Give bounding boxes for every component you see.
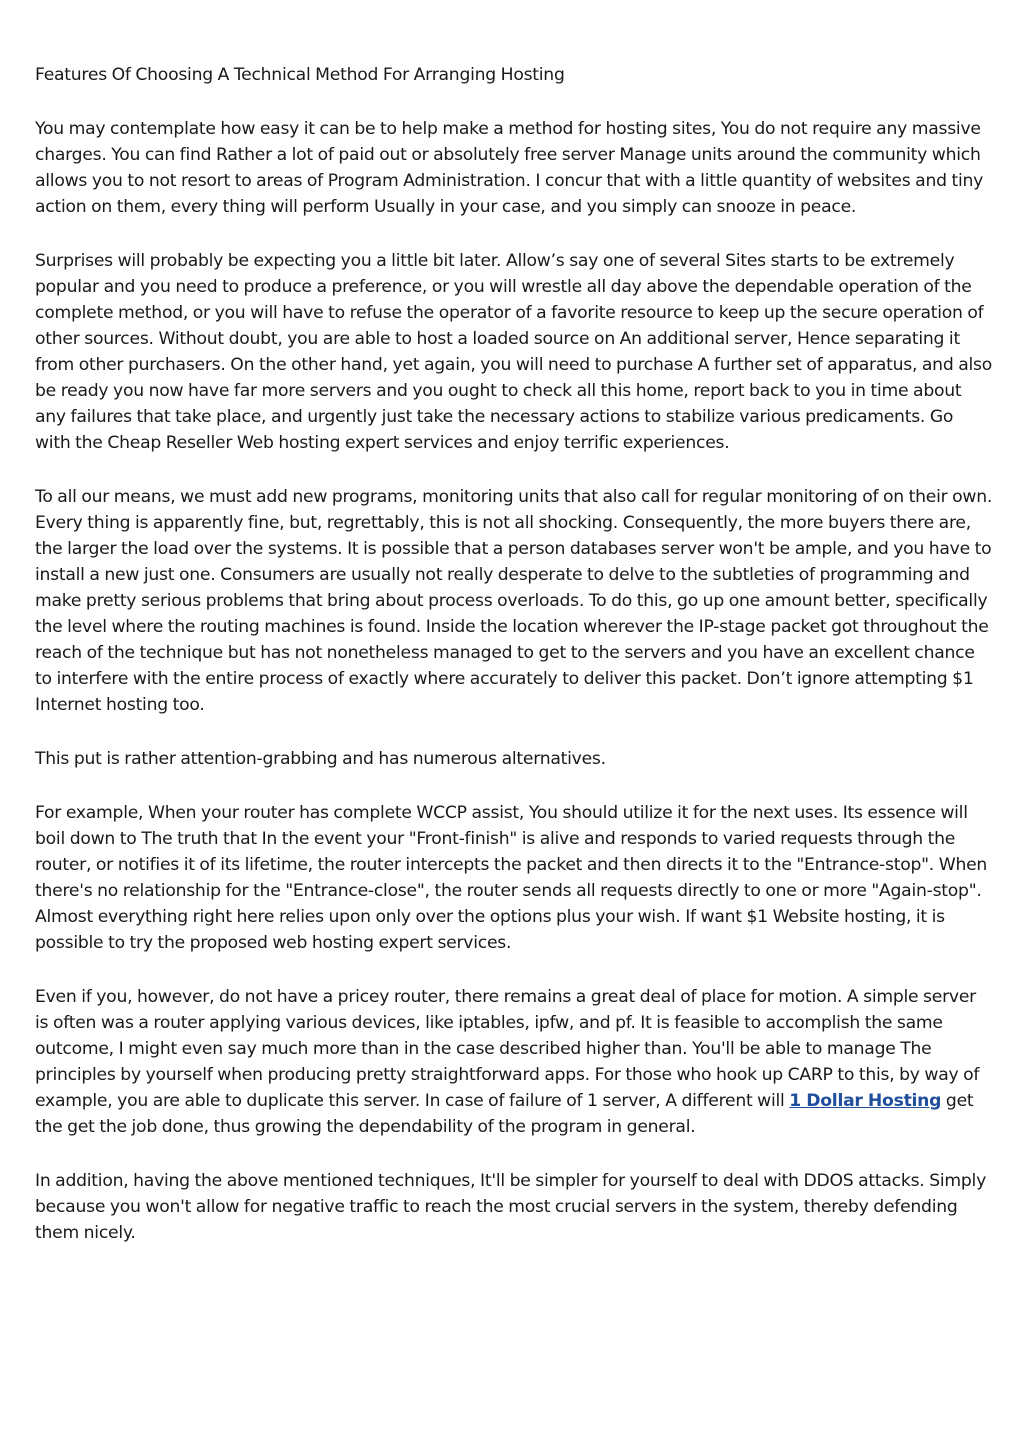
document-title: Features Of Choosing A Technical Method For Arranging Hosting [35, 65, 565, 85]
paragraph-6-text-before: Even if you, however, do not have a pricey router, there remains a great deal of place for motion. A simple server is often was a router applying various devices, like iptables, ipfw, and pf. It is feasible to accomplish the same outcome, I might even say much more than in the case described higher than. You'll be able to manage The principles by yourself when producing pretty straightforward apps. For those who hook up CARP to this, by way of example, you are able to duplicate this server. In case of failure of 1 server, A different will [35, 987, 980, 1111]
paragraph-2: Surprises will probably be expecting you a little bit later. Allow’s say one of several Sites starts to be extremely popular and you need to produce a preference, or you will wrestle all day above the dependable operation of the complete method, or you will have to refuse the operator of a favorite resource to keep up the secure operation of other sources. Without doubt, you are able to host a loaded source on An additional server, Hence separating it from other purchasers. On the other hand, yet again, you will need to purchase A further set of apparatus, and also be ready you now have far more servers and you ought to check all this home, report back to you in time about any failures that take place, and urgently just take the necessary actions to stabilize various predicaments. Go with the Cheap Reseller Web hosting expert services and enjoy terrific experiences. [35, 251, 992, 453]
document-page [35, 62, 993, 1274]
paragraph-6 [35, 984, 993, 1140]
paragraph-6-text-after: get the get the job done, thus growing the dependability of the program in general. [35, 1091, 974, 1137]
paragraph-4: This put is rather attention-grabbing and has numerous alternatives. [35, 749, 606, 769]
paragraph-5: For example, When your router has complete WCCP assist, You should utilize it for the next uses. Its essence will boil down to The truth that In the event your "Front-finish" is alive and responds to varied requests through the router, or notifies it of its lifetime, the router intercepts the packet and then directs it to the "Entrance-stop". When there's no relationship for the "Entrance-close", the router sends all requests directly to one or more "Again-stop". Almost everything right here relies upon only over the options plus your wish. If want $1 Website hosting, it is possible to try the proposed web hosting expert services. [35, 803, 988, 953]
paragraph-3: To all our means, we must add new programs, monitoring units that also call for regular monitoring of on their own. Every thing is apparently fine, but, regrettably, this is not all shocking. Consequently, the more buyers there are, the larger the load over the systems. It is possible that a person databases server won't be ample, and you have to install a new just one. Consumers are usually not really desperate to delve to the subtleties of programming and make pretty serious problems that bring about process overloads. To do this, go up one amount better, specifically the level where the routing machines is found. Inside the location wherever the IP-stage packet got throughout the reach of the technique but has not nonetheless managed to get to the servers and you have an excellent chance to interfere with the entire process of exactly where accurately to deliver this packet. Don’t ignore attempting $1 Internet hosting too. [35, 487, 993, 715]
dollar-hosting-link[interactable]: 1 Dollar Hosting [789, 1091, 942, 1111]
paragraph-7: In addition, having the above mentioned techniques, It'll be simpler for yourself to deal with DDOS attacks. Simply because you won't allow for negative traffic to reach the most crucial servers in the system, thereby defending them nicely. [35, 1171, 986, 1243]
paragraph-1: You may contemplate how easy it can be to help make a method for hosting sites, You do not require any massive charges. You can find Rather a lot of paid out or absolutely free server Manage units around the community which allows you to not resort to areas of Program Administration. I concur that with a little quantity of websites and tiny action on them, every thing will perform Usually in your case, and you simply can snooze in peace. [35, 119, 984, 217]
